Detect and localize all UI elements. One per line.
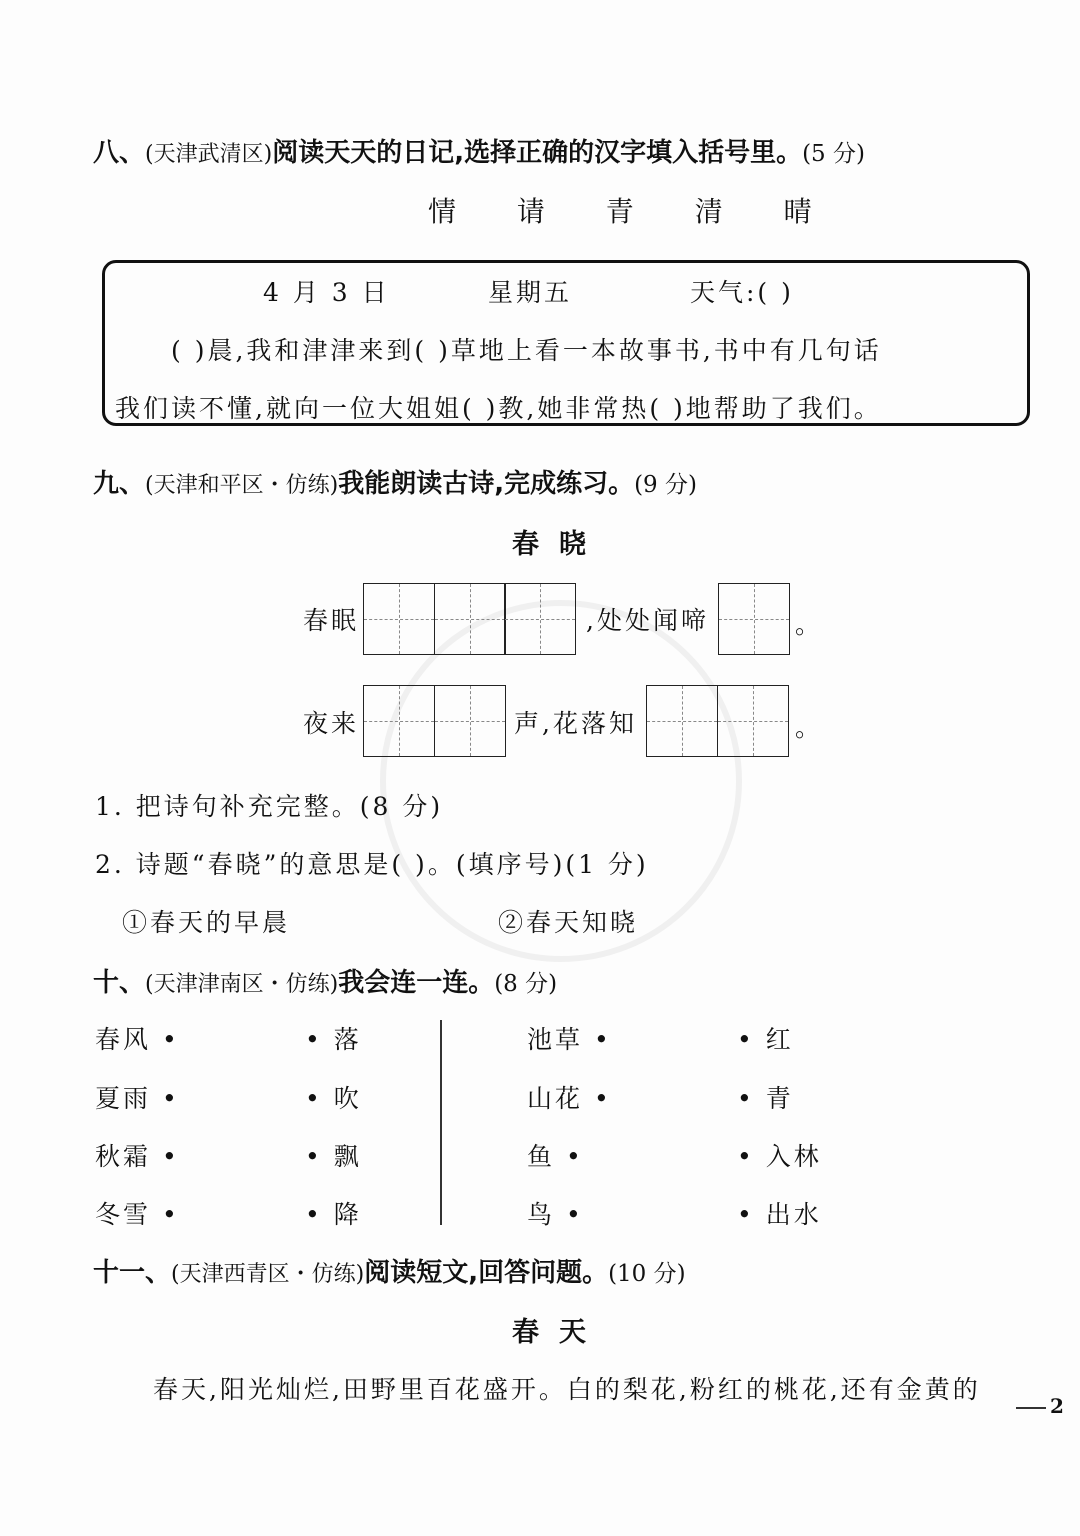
section-9-text: 我能朗读古诗,完成练习。 [338,469,635,499]
match-left-b-1: • 落 [305,1025,362,1054]
diary-weekday: 星期五 [488,278,573,307]
section-8-source: (天津武清区) [145,142,273,167]
section-9-heading [93,463,697,500]
poem-line-2-mid: 声,花落知 [514,709,637,738]
poem-line-1-grid-b[interactable] [718,583,790,655]
match-right-b-1: • 红 [737,1025,794,1054]
question-2: 2. 诗题“春晓”的意思是( )。(填序号)(1 分) [95,850,649,879]
poem-line-1-end: 。 [795,610,824,639]
match-left-a-2: 夏雨 • [95,1084,180,1113]
diary-line-1: ( )晨,我和津津来到( )草地上看一本故事书,书中有几句话 [171,336,882,365]
section-10-points: (8 分) [494,971,558,997]
match-right-a-1: 池草 • [527,1025,612,1054]
section-11-points: (10 分) [608,1261,686,1287]
writing-cell[interactable] [646,685,718,757]
match-left-b-3: • 飘 [305,1142,362,1171]
match-left-a-3: 秋霜 • [95,1142,180,1171]
writing-cell[interactable] [434,583,506,655]
section-11-source: (天津西青区・仿练) [171,1262,365,1287]
page-number-rule [1016,1407,1046,1409]
diary-box [102,260,1030,426]
writing-cell[interactable] [504,583,576,655]
option-1: ①春天的早晨 [122,908,291,937]
article-paragraph-1: 春天,阳光灿烂,田野里百花盛开。白的梨花,粉红的桃花,还有金黄的 [153,1375,981,1404]
writing-cell[interactable] [363,685,435,757]
poem-title: 春晓 [512,529,606,560]
section-9-source: (天津和平区・仿练) [145,473,339,498]
match-right-a-4: 鸟 • [527,1200,584,1229]
section-8-heading [93,132,865,169]
section-8-points: (5 分) [802,141,865,167]
section-11-prefix: 十一、 [93,1258,172,1288]
poem-line-2-grid-b[interactable] [646,685,789,757]
section-10-text: 我会连一连。 [338,968,495,998]
match-right-a-3: 鱼 • [527,1142,584,1171]
writing-cell[interactable] [434,685,506,757]
match-left-a-4: 冬雪 • [95,1200,180,1229]
match-left-b-4: • 降 [305,1200,362,1229]
section-11-heading [93,1252,686,1289]
question-1: 1. 把诗句补充完整。(8 分) [95,792,444,821]
match-right-b-2: • 青 [737,1084,794,1113]
section-11-text: 阅读短文,回答问题。 [364,1258,609,1288]
match-right-b-4: • 出水 [737,1200,822,1229]
section-10-heading [93,962,557,999]
poem-line-1-start: 春眠 [303,606,360,635]
match-right-b-3: • 入林 [737,1142,822,1171]
poem-line-1-mid: ,处处闻啼 [586,606,709,635]
diary-date: 4 月 3 日 [263,278,390,307]
section-10-source: (天津津南区・仿练) [145,972,339,997]
poem-line-1-grid-a[interactable] [363,583,576,655]
diary-weather: 天气:( ) [690,278,794,307]
page-number: 2 [1050,1394,1064,1418]
match-left-b-2: • 吹 [305,1084,362,1113]
poem-line-2-end: 。 [795,713,824,742]
option-2: ②春天知晓 [498,908,639,937]
poem-line-2-grid-a[interactable] [363,685,506,757]
section-9-points: (9 分) [634,472,697,498]
match-left-a-1: 春风 • [95,1025,180,1054]
section-10-prefix: 十、 [93,968,146,998]
writing-cell[interactable] [718,583,790,655]
writing-cell[interactable] [363,583,435,655]
diary-line-2: 我们读不懂,就向一位大姐姐( )教,她非常热( )地帮助了我们。 [115,394,882,423]
match-right-a-2: 山花 • [527,1084,612,1113]
article-title: 春天 [512,1317,606,1348]
section-8-text: 阅读天天的日记,选择正确的汉字填入括号里。 [272,138,803,168]
section-9-prefix: 九、 [93,469,146,499]
poem-line-2-start: 夜来 [303,709,360,738]
section-8-prefix: 八、 [93,138,146,168]
character-choices: 情 请 青 清 晴 [428,195,838,228]
writing-cell[interactable] [717,685,789,757]
match-divider [440,1020,442,1225]
